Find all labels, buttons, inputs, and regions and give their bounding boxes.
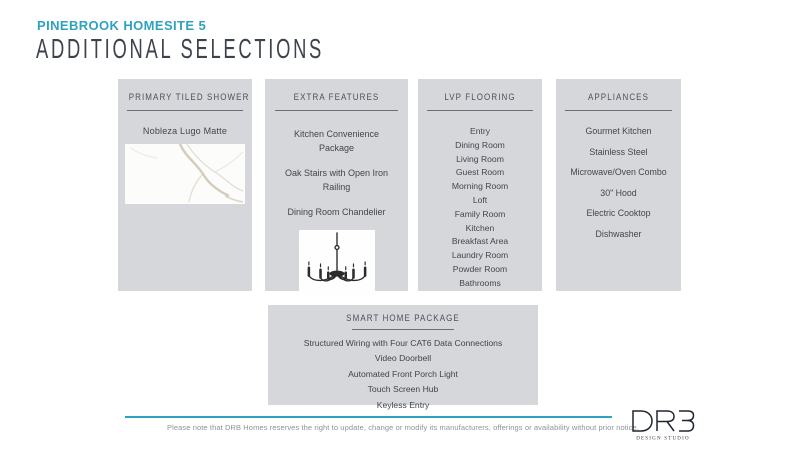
card-header: SMART HOME PACKAGE — [346, 313, 460, 324]
list-item: Gourmet Kitchen — [585, 126, 652, 136]
header-rule — [127, 110, 242, 111]
logo-subtext-svg: DESIGN STUDIO — [636, 436, 690, 442]
card-header: PRIMARY TILED SHOWER — [128, 92, 250, 103]
header-rule — [352, 329, 454, 330]
list-item: Morning Room — [451, 181, 509, 192]
page-title: ADDITIONAL SELECTIONS — [36, 33, 325, 65]
card-extra-features — [265, 79, 408, 291]
header-rule — [275, 110, 398, 111]
list-item: 30" Hood — [600, 187, 637, 198]
marble-tile-swatch-image — [125, 144, 245, 204]
list-item: Bathrooms — [459, 277, 501, 288]
card-header: EXTRA FEATURES — [293, 92, 380, 103]
appliances-list — [556, 121, 681, 245]
list-item: Living Room — [456, 153, 504, 164]
list-item: Video Doorbell — [374, 353, 432, 364]
list-item: Dishwasher — [595, 228, 642, 239]
list-item: Automated Front Porch Light — [348, 368, 458, 379]
homesite-eyebrow: PINEBROOK HOMESITE 5 — [37, 18, 207, 33]
list-item: Entry — [469, 126, 491, 136]
chandelier-image — [299, 230, 375, 294]
drb-design-studio-logo — [630, 408, 696, 444]
card-smart-home-package — [268, 305, 538, 410]
extra-features-list — [265, 127, 408, 219]
list-item: Loft — [472, 194, 488, 205]
list-item: Kitchen Convenience Package — [293, 129, 380, 153]
header-rule — [427, 110, 534, 111]
list-item: Guest Room — [455, 167, 505, 178]
tile-selection-label: Nobleza Lugo Matte — [142, 126, 228, 136]
list-item: Dining Room Chandelier — [287, 207, 386, 217]
card-header: APPLIANCES — [587, 92, 650, 103]
card-primary-tiled-shower — [118, 79, 252, 291]
list-item: Microwave/Oven Combo — [570, 167, 667, 178]
smart-home-list — [268, 336, 538, 413]
list-item: Family Room — [454, 208, 506, 219]
list-item: Electric Cooktop — [586, 208, 651, 219]
list-item: Powder Room — [452, 263, 508, 274]
lvp-rooms-list — [418, 125, 542, 291]
footer-accent-line — [125, 416, 612, 418]
list-item: Touch Screen Hub — [367, 384, 439, 395]
card-header: LVP FLOORING — [444, 92, 516, 103]
list-item: Structured Wiring with Four CAT6 Data Connections — [303, 338, 503, 348]
list-item: Laundry Room — [451, 250, 509, 261]
card-lvp-flooring — [418, 79, 542, 291]
list-item: Oak Stairs with Open Iron Railing — [284, 168, 389, 192]
list-item: Dining Room — [455, 139, 505, 150]
disclaimer-text: Please note that DRB Homes reserves the right to update, change or modify its manufacturers, offerings or availability without prior notice. — [166, 423, 639, 432]
list-item: Stainless Steel — [589, 146, 648, 157]
header-rule — [565, 110, 673, 111]
list-item: Keyless Entry — [376, 399, 430, 410]
list-item: Breakfast Area — [451, 236, 509, 247]
list-item: Kitchen — [465, 222, 495, 233]
card-appliances — [556, 79, 681, 291]
